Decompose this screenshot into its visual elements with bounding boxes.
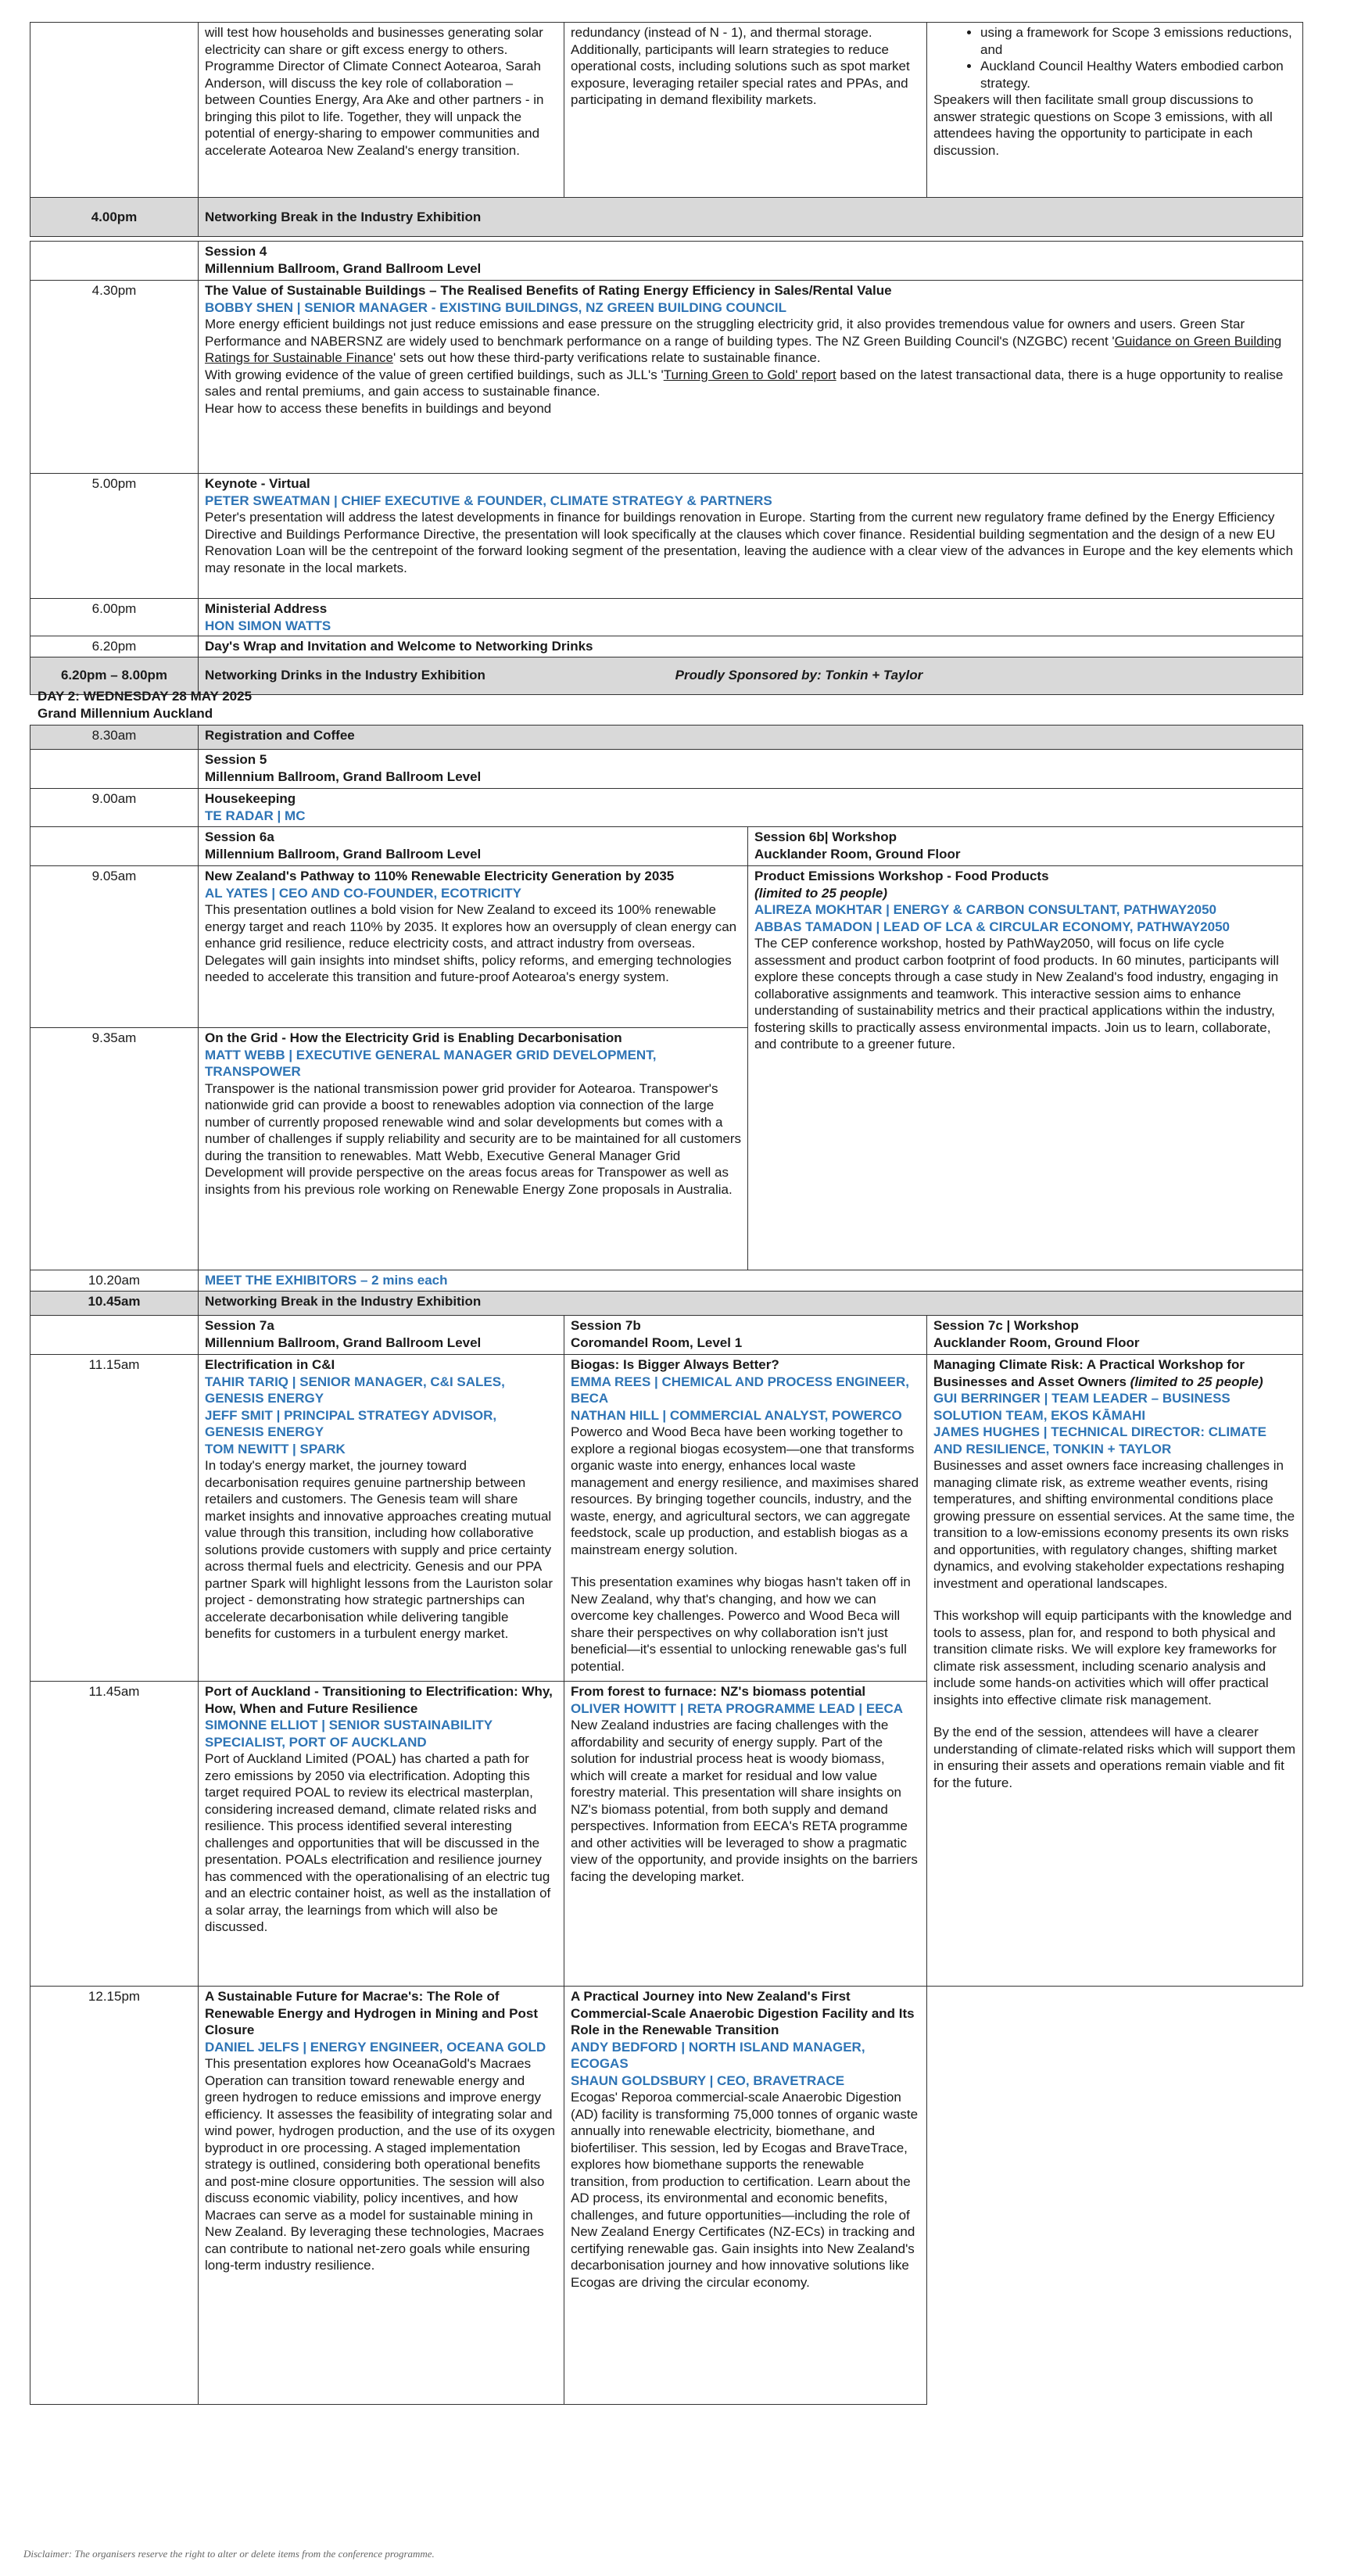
time-cell: 10.20am — [30, 1270, 199, 1292]
speaker: TOM NEWITT | SPARK — [205, 1441, 346, 1456]
time-cell — [30, 23, 199, 198]
time-cell: 8.30am — [30, 726, 199, 750]
talk-title: A Sustainable Future for Macrae's: The Role of Renewable Energy and Hydrogen in Mining and Post Closure — [205, 1989, 538, 2037]
speaker: EMMA REES | CHEMICAL AND PROCESS ENGINEER, BECA — [571, 1374, 909, 1406]
session-room: Aucklander Room, Ground Floor — [933, 1335, 1140, 1350]
talk-title: A Practical Journey into New Zealand's First Commercial-Scale Anaerobic Digestion Facility and Its Role in the Renewable Transition — [571, 1989, 915, 2037]
agenda-row — [30, 599, 1303, 636]
day1-table — [30, 22, 1303, 237]
speaker: NATHAN HILL | COMMERCIAL ANALYST, POWERCO — [571, 1407, 902, 1423]
time-cell: 4.30pm — [30, 281, 199, 474]
time-cell: 11.45am — [30, 1682, 199, 1987]
limit-note: (limited to 25 people) — [1130, 1374, 1263, 1389]
session-label: Session 7c | Workshop — [933, 1318, 1079, 1333]
continued-col-b: redundancy (instead of N - 1), and thermal storage. Additionally, participants will learn strategies to reduce operational costs, including solutions such as spot market exposure, leveraging retailer special rates and PPAs, and participating in demand flexibility markets. — [564, 23, 927, 198]
speaker: JAMES HUGHES | TECHNICAL DIRECTOR: CLIMATE AND RESILIENCE, TONKIN + TAYLOR — [933, 1424, 1266, 1456]
time-cell: 10.45am — [30, 1292, 199, 1316]
talk-title: Port of Auckland - Transitioning to Electrification: Why, How, When and Future Resilience — [205, 1684, 553, 1716]
session-room: Millennium Ballroom, Grand Ballroom Level — [205, 769, 482, 784]
session-room: Millennium Ballroom, Grand Ballroom Level — [205, 260, 482, 276]
agenda-row — [30, 1270, 1303, 1292]
talk-title: Keynote - Virtual — [205, 476, 310, 491]
speaker: DANIEL JELFS | ENERGY ENGINEER, OCEANA GOLD — [205, 2039, 546, 2055]
day2-table-1 — [30, 725, 1303, 1270]
disclaimer: Disclaimer: The organisers reserve the right to alter or delete items from the conference programme. — [23, 2548, 435, 2560]
talk-title: The Value of Sustainable Buildings – The Realised Benefits of Rating Energy Efficiency in Sales/Rental Value — [205, 283, 892, 298]
speaker: HON SIMON WATTS — [205, 618, 331, 633]
speaker: SHAUN GOLDSBURY | CEO, BRAVETRACE — [571, 2073, 845, 2088]
agenda-row: 11.45am Port of Auckland - Transitioning to Electrification: Why, How, When and Future Resilience SIMONNE ELLIOT | SENIOR SUSTAINABILITY SPECIALIST, PORT OF AUCKLAND Port of Auckland Limited (POAL) has charted a path for zero emissions by 2050 via electrification. Adopting this target required POAL to review its electrical masterplan, considering increased demand, climate related risks and resilience. This process identified several interesting challenges and opportunities that will be discussed in the presentation. POALs electrification and resilience journey has commenced with the operationalising of an electric tug and an electric container hoist, as well as the installation of a solar array, the learnings from which will also be discussed. From forest to furnace: NZ's biomass potential OLIVER HOWITT | RETA PROGRAMME LEAD | EECA New Zealand industries are facing challenges with the affordability and security of energy supply. Part of the solution for industrial process heat is woody biomass, which will create a market for residual and low value forestry material. This presentation will share insights on NZ's biomass potential, from both supply and demand perspectives. Information from EECA's RETA programme and other activities will be leveraged to show a pragmatic view of the opportunity, and provide insights on the barriers facing the developing market. — [30, 1682, 1303, 1987]
time-cell: 6.20pm — [30, 636, 199, 657]
talk-title: Electrification in C&I — [205, 1357, 335, 1372]
speaker: JEFF SMIT | PRINCIPAL STRATEGY ADVISOR, GENESIS ENERGY — [205, 1407, 497, 1439]
sponsor-text: Proudly Sponsored by: Tonkin + Taylor — [675, 668, 923, 683]
registration-label: Registration and Coffee — [199, 726, 1303, 750]
day2-heading: DAY 2: WEDNESDAY 28 MAY 2025 Grand Millennium Auckland — [38, 689, 253, 721]
time-cell: 4.00pm — [30, 198, 199, 237]
time-cell: 12.15pm — [30, 1987, 199, 2405]
speaker: BOBBY SHEN | SENIOR MANAGER - EXISTING BUILDINGS, NZ GREEN BUILDING COUNCIL — [205, 299, 786, 315]
agenda-row — [30, 789, 1303, 827]
agenda-row — [30, 636, 1303, 657]
time-cell: 9.35am — [30, 1028, 199, 1270]
session-room: Aucklander Room, Ground Floor — [754, 846, 961, 862]
continued-col-a: will test how households and businesses generating solar electricity can share or gift excess energy to others. Programme Director of Climate Connect Aotearoa, Sarah Anderson, will discuss the key role of collaboration – between Counties Energy, Ara Ake and other partners - in bringing this pilot to life. Together, they will unpack the potential of energy-sharing to empower communities and accelerate Aotearoa New Zealand's energy transition. — [199, 23, 564, 198]
list-item: • Auckland Council Healthy Waters embodied carbon strategy. — [980, 58, 1296, 91]
registration-row — [30, 726, 1303, 750]
speaker: GUI BERRINGER | TEAM LEADER – BUSINESS SOLUTION TEAM, EKOS KĀMAHI — [933, 1391, 1231, 1423]
time-cell: 6.20pm – 8.00pm — [30, 657, 199, 694]
talk-title: Product Emissions Workshop - Food Products — [754, 869, 1049, 883]
speaker: TAHIR TARIQ | SENIOR MANAGER, C&I SALES, GENESIS ENERGY — [205, 1374, 505, 1406]
break-label: Networking Break in the Industry Exhibition — [199, 1292, 1303, 1316]
workshop-6b: Product Emissions Workshop - Food Products (limited to 25 people) ALIREZA MOKHTAR | ENERGY & CARBON CONSULTANT, PATHWAY2050 ABBAS TAMADON | LEAD OF LCA & CIRCULAR ECONOMY, PATHWAY2050 The CEP conference workshop, hosted by PathWay2050, will focus on life cycle assessment and product carbon footprint of food products. In 60 minutes, participants will explore these concepts through a case study in New Zealand's food industry, engaging in collaborative assignments and teamwork. This interactive session aims to enhance understanding of sustainability metrics and their practical applications within the industry, fostering skills to practically assess environmental impacts. Join us to learn, collaborate, and contribute to a greener future. — [748, 866, 1303, 1270]
talk-title: On the Grid - How the Electricity Grid is Enabling Decarbonisation — [205, 1030, 622, 1045]
time-cell: 5.00pm — [30, 474, 199, 599]
agenda-row: 9.05am New Zealand's Pathway to 110% Renewable Electricity Generation by 2035 AL YATES | CEO AND CO-FOUNDER, ECOTRICITY This presentation outlines a bold vision for New Zealand to exceed its 100% renewable energy target and reach 110% by 2035. It explores how an oversupply of clean energy can enhance grid resilience, reduce electricity costs, and attract industry from overseas. Delegates will gain insights into mindset shifts, policy reforms, and emerging technologies needed to accelerate this transition and future-proof Aotearoa's energy system. Product Emissions Workshop - Food Products (limited to 25 people) ALIREZA MOKHTAR | ENERGY & CARBON CONSULTANT, PATHWAY2050 ABBAS TAMADON | LEAD OF LCA & CIRCULAR ECONOMY, PATHWAY2050 The CEP conference workshop, hosted by PathWay2050, will focus on life cycle assessment and product carbon footprint of food products. In 60 minutes, participants will explore these concepts through a case study in New Zealand's food industry, engaging in collaborative assignments and teamwork. This interactive session aims to enhance understanding of sustainability metrics and their practical applications within the industry, fostering skills to practically assess environmental impacts. Join us to learn, collaborate, and contribute to a greener future. — [30, 866, 1303, 1028]
speaker: AL YATES | CEO AND CO-FOUNDER, ECOTRICITY — [205, 885, 521, 901]
talk-title: Housekeeping — [205, 791, 296, 806]
bullet-list — [933, 24, 1296, 91]
agenda-row: 11.15am Electrification in C&I TAHIR TARIQ | SENIOR MANAGER, C&I SALES, GENESIS ENERGY JEFF SMIT | PRINCIPAL STRATEGY ADVISOR, GENESIS ENERGY TOM NEWITT | SPARK In today's energy market, the journey toward decarbonisation requires genuine partnership between retailers and customers. The Genesis team will share market insights and innovative approaches creating mutual value through this transition, including how collaborative solutions provide customers with supply and price certainty across thermal fuels and electricity. Genesis and our PPA partner Spark will highlight lessons from the Lauriston solar project - demonstrating how strategic partnerships can accelerate decarbonisation while delivering tangible benefits for customers in a turbulent energy market. Biogas: Is Bigger Always Better? EMMA REES | CHEMICAL AND PROCESS ENGINEER, BECA NATHAN HILL | COMMERCIAL ANALYST, POWERCO Powerco and Wood Beca have been working together to explore a regional biogas ecosystem—one that transforms organic waste into energy, enhances local waste management and energy resilience, and maximises shared resources. By bringing together councils, industry, and the waste, energy, and agricultural sectors, we can aggregate feedstock, scale up production, and establish biogas as a mainstream energy solution. This presentation examines why biogas hasn't taken off in New Zealand, why that's changing, and how we can overcome key challenges. Powerco and Wood Beca will share their perspectives on why collaboration isn't just beneficial—it's essential to unlocking renewable gas's full potential. Managing Climate Risk: A Practical Workshop for Businesses and Asset Owners (limited to 25 people) GUI BERRINGER | TEAM LEADER – BUSINESS SOLUTION TEAM, EKOS KĀMAHI JAMES HUGHES | TECHNICAL DIRECTOR: CLIMATE AND RESILIENCE, TONKIN + TAYLOR Businesses and asset owners face increasing challenges in managing climate risk, as extreme weather events, rising temperatures, and shifting environmental conditions place growing pressure on essential services. At the same time, the transition to a low-emissions economy presents its own risks and opportunities, with regulatory changes, shifting market dynamics, and evolving stakeholder expectations reshaping investment and operational landscapes. This workshop will equip participants with the knowledge and tools to assess, plan for, and respond to both physical and transition climate risks. We will explore key frameworks for climate risk assessment, including scenario analysis and include some hands-on activities which will offer practical insights into effective climate risk management. By the end of the session, attendees will have a clearer understanding of climate-related risks which will support them in ensuring their assets and operations remain viable and fit for the future. — [30, 1355, 1303, 1682]
limit-note: (limited to 25 people) — [754, 885, 888, 901]
session-room: Millennium Ballroom, Grand Ballroom Level — [205, 1335, 482, 1350]
talk-title: Biogas: Is Bigger Always Better? — [571, 1357, 779, 1372]
time-cell: 9.00am — [30, 789, 199, 827]
agenda-row: 12.15pm A Sustainable Future for Macrae's: The Role of Renewable Energy and Hydrogen in Mining and Post Closure DANIEL JELFS | ENERGY ENGINEER, OCEANA GOLD This presentation explores how OceanaGold's Macraes Operation can transition toward renewable energy and green hydrogen to reduce emissions and improve energy efficiency. It assesses the feasibility of integrating solar and wind power, hydrogen production, and the use of its oxygen byproduct in ore processing. A staged implementation strategy is outlined, considering both operational benefits and post-mine closure opportunities. The session will also discuss economic viability, policy incentives, and how Macraes can serve as a model for sustainable mining in New Zealand. By leveraging these technologies, Macraes can contribute to national net-zero goals while ensuring long-term industry resilience. A Practical Journey into New Zealand's First Commercial-Scale Anaerobic Digestion Facility and Its Role in the Renewable Transition ANDY BEDFORD | NORTH ISLAND MANAGER, ECOGAS SHAUN GOLDSBURY | CEO, BRAVETRACE Ecogas' Reporoa commercial-scale Anaerobic Digestion (AD) facility is transforming 75,000 tonnes of organic waste annually into renewable electricity, biomethane, and biofertiliser. This session, led by Ecogas and BraveTrace, explores how biomethane supports the renewable transition, from production to certification. Learn about the AD process, its environmental and economic benefits, challenges, and future opportunities—including the role of New Zealand Energy Certificates (NZ-ECs) in tracking and certifying renewable gas. Gain insights into New Zealand's decarbonisation journey and how innovative solutions like Ecogas are driving the circular economy. — [30, 1987, 1303, 2405]
session-label: Session 6b| Workshop — [754, 829, 897, 844]
continued-col-c: • using a framework for Scope 3 emissions reductions, and • Auckland Council Healthy Waters embodied carbon strategy. Speakers will then facilitate small group discussions to answer strategic questions on Scope 3 emissions, with all attendees having the opportunity to participate in each discussion. — [927, 23, 1303, 198]
break-label: Networking Break in the Industry Exhibition — [199, 198, 1303, 237]
session-row — [30, 242, 1303, 281]
speaker: ANDY BEDFORD | NORTH ISLAND MANAGER, ECOGAS — [571, 2039, 865, 2071]
speaker: PETER SWEATMAN | CHIEF EXECUTIVE & FOUNDER, CLIMATE STRATEGY & PARTNERS — [205, 493, 772, 508]
exhibitors-label: MEET THE EXHIBITORS – 2 mins each — [199, 1270, 1303, 1292]
talk-title: Day's Wrap and Invitation and Welcome to Networking Drinks — [199, 636, 1303, 657]
speaker: TE RADAR | MC — [205, 808, 306, 823]
session-label: Session 6a — [205, 829, 274, 844]
session-room: Coromandel Room, Level 1 — [571, 1335, 743, 1350]
speaker: MATT WEBB | EXECUTIVE GENERAL MANAGER GRID DEVELOPMENT, TRANSPOWER — [205, 1047, 657, 1079]
session-label: Session 5 — [205, 752, 267, 767]
list-item: • using a framework for Scope 3 emissions reductions, and — [980, 24, 1296, 58]
agenda-row: 4.30pm The Value of Sustainable Buildings – The Realised Benefits of Rating Energy Efficiency in Sales/Rental Value BOBBY SHEN | SENIOR MANAGER - EXISTING BUILDINGS, NZ GREEN BUILDING COUNCIL More energy efficient buildings not just reduce emissions and ease pressure on the struggling electricity grid, it also provides tremendous value for owners and users. Green Star Performance and NABERSNZ are widely used to benchmark performance on a range of building types. The NZ Green Building Council's (NZGBC) recent 'Guidance on Green Building Ratings for Sustainable Finance' sets out how these third-party verifications relate to sustainable finance. With growing evidence of the value of green certified buildings, such as JLL's 'Turning Green to Gold' report based on the latest transactional data, there is a huge opportunity to realise sales and rental premiums, and gain access to sustainable finance. Hear how to access these benefits in buildings and beyond — [30, 281, 1303, 474]
speaker: SIMONNE ELLIOT | SENIOR SUSTAINABILITY SPECIALIST, PORT OF AUCKLAND — [205, 1718, 493, 1750]
session-label: Session 7b — [571, 1318, 641, 1333]
talk-title: From forest to furnace: NZ's biomass potential — [571, 1684, 866, 1699]
agenda-row: 9.35am On the Grid - How the Electricity Grid is Enabling Decarbonisation MATT WEBB | EXECUTIVE GENERAL MANAGER GRID DEVELOPMENT, TRANSPOWER Transpower is the national transmission power grid provider for Aotearoa. Transpower's nationwide grid can provide a boost to renewables adoption via connection of the large number of currently proposed renewable wind and solar developments but comes with a number of challenges if supply reliability and security are to be maintained for all customers during the transition to renewables. Matt Webb, Executive General Manager Grid Development will provide perspective on the areas focus areas for Transpower as well as insights from his previous role working on Renewable Energy Zone proposals in Australia. — [30, 1028, 1303, 1270]
day1-table-2 — [30, 241, 1303, 695]
report-link[interactable]: Turning Green to Gold' report — [663, 367, 836, 382]
speaker: OLIVER HOWITT | RETA PROGRAMME LEAD | EECA — [571, 1700, 904, 1716]
guidance-link[interactable]: Guidance on Green Building Ratings for Sustainable Finance — [205, 333, 1282, 365]
break-row — [30, 1292, 1303, 1316]
talk-title: New Zealand's Pathway to 110% Renewable Electricity Generation by 2035 — [205, 869, 675, 883]
talk-title: Managing Climate Risk: A Practical Workshop for Businesses and Asset Owners — [933, 1357, 1245, 1389]
workshop-7c: Managing Climate Risk: A Practical Workshop for Businesses and Asset Owners (limited to 25 people) GUI BERRINGER | TEAM LEADER – BUSINESS SOLUTION TEAM, EKOS KĀMAHI JAMES HUGHES | TECHNICAL DIRECTOR: CLIMATE AND RESILIENCE, TONKIN + TAYLOR Businesses and asset owners face increasing challenges in managing climate risk, as extreme weather events, rising temperatures, and shifting environmental conditions place growing pressure on essential services. At the same time, the transition to a low-emissions economy presents its own risks and opportunities, with regulatory changes, shifting market dynamics, and evolving stakeholder expectations reshaping investment and operational landscapes. This workshop will equip participants with the knowledge and tools to assess, plan for, and respond to both physical and transition climate risks. We will explore key frameworks for climate risk assessment, including scenario analysis and include some hands-on activities which will offer practical insights into effective climate risk management. By the end of the session, attendees will have a clearer understanding of climate-related risks which will support them in ensuring their assets and operations remain viable and fit for the future. — [927, 1355, 1303, 1987]
break-row — [30, 198, 1303, 237]
session-label: Session 7a — [205, 1318, 274, 1333]
session-label: Session 4 — [205, 244, 267, 259]
time-cell: 9.05am — [30, 866, 199, 1028]
session-room: Millennium Ballroom, Grand Ballroom Level — [205, 846, 482, 862]
time-cell: 6.00pm — [30, 599, 199, 636]
session-row — [30, 1316, 1303, 1355]
continued-row — [30, 23, 1303, 198]
drinks-label: Networking Drinks in the Industry Exhibition — [205, 668, 485, 683]
session-row — [30, 750, 1303, 789]
speaker: ALIREZA MOKHTAR | ENERGY & CARBON CONSULTANT, PATHWAY2050 — [754, 902, 1216, 917]
session-row — [30, 827, 1303, 866]
talk-title: Ministerial Address — [205, 601, 328, 616]
agenda-row: 5.00pm Keynote - Virtual PETER SWEATMAN | CHIEF EXECUTIVE & FOUNDER, CLIMATE STRATEGY & PARTNERS Peter's presentation will address the latest developments in finance for buildings renovation in Europe. Starting from the current new regulatory frame defined by the Energy Efficiency Directive and Buildings Performance Directive, the presentation will look specifically at the clauses which cover finance. Residential building segmentation and the design of a new EU Renovation Loan will be the centrepoint of the forward looking segment of the presentation, leaving the audience with a clear view of the advances in Europe and the key elements which may resonate in the local markets. — [30, 474, 1303, 599]
time-cell: 11.15am — [30, 1355, 199, 1682]
speaker: ABBAS TAMADON | LEAD OF LCA & CIRCULAR ECONOMY, PATHWAY2050 — [754, 919, 1230, 934]
day2-table-2 — [30, 1270, 1303, 2405]
